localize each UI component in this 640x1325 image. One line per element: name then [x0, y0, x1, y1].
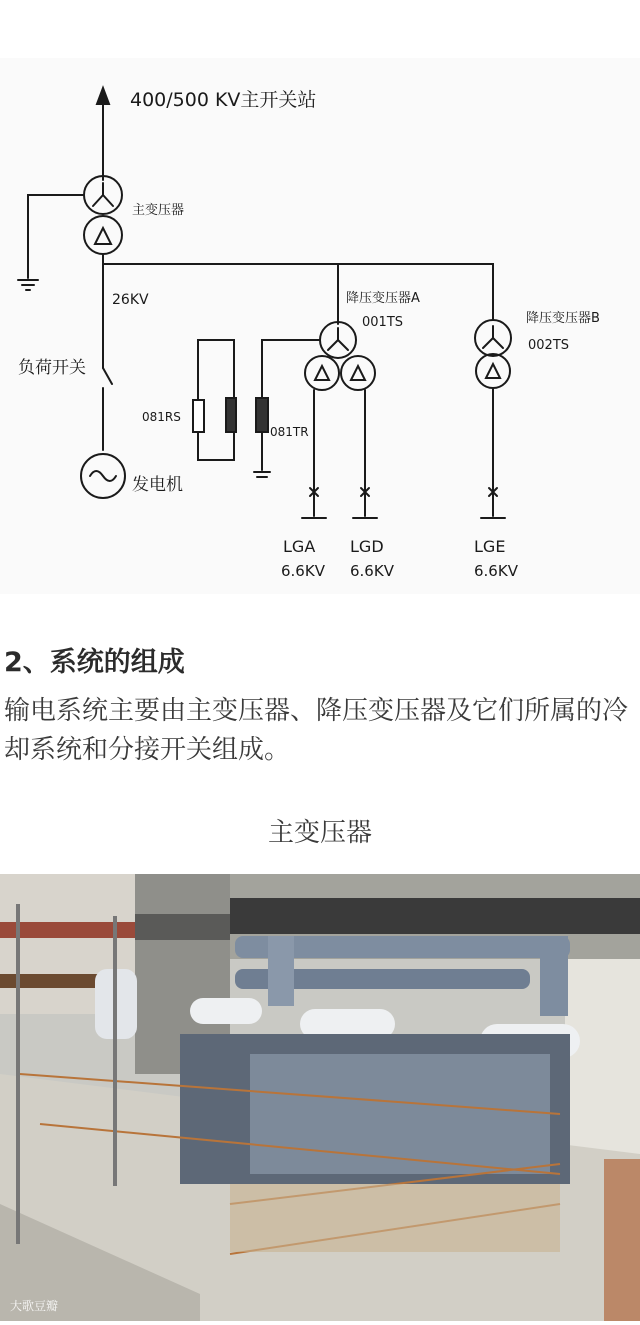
step-down-b-secondary — [476, 354, 510, 388]
sine-wave-icon — [90, 471, 116, 481]
section-heading: 2、系统的组成 — [4, 647, 185, 678]
photo-caption: 主变压器 — [267, 818, 372, 848]
section-body: 输电系统主要由主变压器、降压变压器及它们所属的冷却系统和分接开关组成。 — [4, 696, 629, 765]
star-symbol — [328, 328, 348, 350]
delta-symbol — [315, 366, 329, 380]
arrow-up-icon — [97, 88, 109, 104]
voltage-26kv-label: 26KV — [112, 292, 149, 308]
star-symbol — [93, 183, 113, 206]
ts-001-label: 001TS — [362, 315, 404, 330]
conservator — [190, 998, 262, 1024]
lamp-post — [113, 916, 117, 1186]
lge-label: LGE — [474, 537, 506, 556]
star-symbol — [483, 326, 503, 348]
tr-081-label: 081TR — [270, 425, 309, 439]
rs-081-label: 081RS — [142, 410, 181, 424]
step-down-a-label: 降压变压器A — [346, 291, 420, 306]
lga-voltage-label: 6.6KV — [281, 562, 325, 580]
auxiliary-bus — [103, 264, 493, 320]
lgd-label: LGD — [350, 537, 384, 556]
081rs-element — [226, 398, 236, 432]
step-down-a-secondary-2 — [341, 356, 375, 390]
neutral-ground-line — [28, 195, 84, 278]
main-transformer-secondary-winding — [84, 216, 122, 254]
081rs-resistor — [193, 400, 204, 432]
orange-stair — [604, 1159, 640, 1321]
watermark: 大歌豆瓣 — [10, 1299, 59, 1313]
081tr-device — [256, 398, 268, 432]
lga-label: LGA — [283, 537, 316, 556]
concrete-wall — [565, 959, 640, 1159]
ts-002-label: 002TS — [528, 338, 570, 353]
lgd-voltage-label: 6.6KV — [350, 562, 394, 580]
lge-voltage-label: 6.6KV — [474, 562, 518, 580]
delta-symbol — [351, 366, 365, 380]
single-line-diagram — [0, 58, 640, 594]
switching-station-label: 400/500 KV主开关站 — [130, 89, 317, 111]
load-switch-label: 负荷开关 — [18, 358, 86, 378]
step-down-b-label: 降压变压器B — [526, 311, 600, 326]
step-down-a-secondary-1 — [305, 356, 339, 390]
transformer-photo-illustration — [0, 874, 640, 1321]
lamp-post — [16, 904, 20, 1244]
main-transformer-label: 主变压器 — [132, 203, 185, 218]
diagram-drawing — [0, 58, 640, 594]
generator-label: 发电机 — [132, 475, 183, 495]
load-switch-blade — [103, 368, 112, 384]
delta-symbol — [486, 364, 500, 378]
transformer-photo — [0, 874, 640, 1321]
delta-symbol — [95, 228, 111, 244]
